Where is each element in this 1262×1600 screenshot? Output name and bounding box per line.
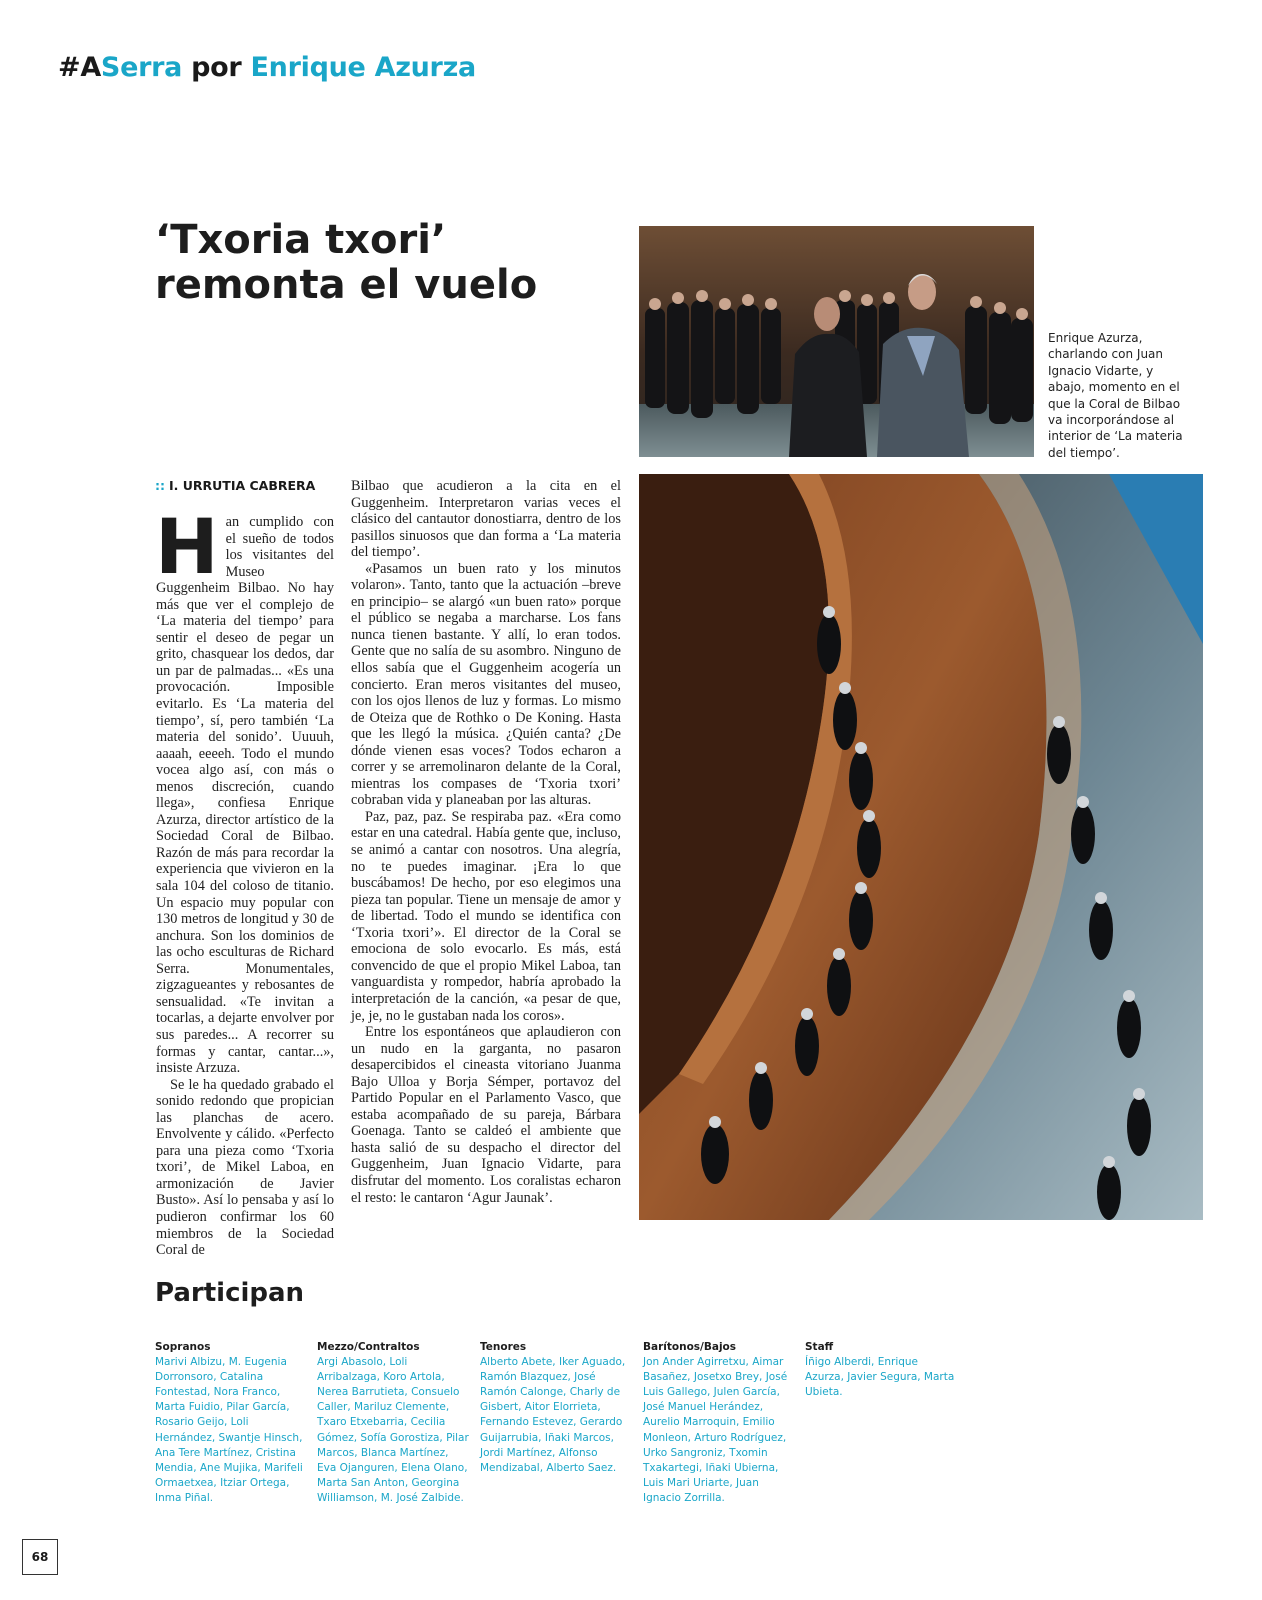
roster-heading: Staff (805, 1341, 834, 1353)
roster-heading: Tenores (480, 1341, 527, 1353)
roster-names: Jon Ander Agirretxu, Aimar Basañez, Josetxo Brey, José Luis Gallego, Julen García, José Manuel Herández, Aurelio Marroquin, Emilio Monleon, Arturo Rodríguez, Urko Sangroniz, Txomin Txakartegi, Iñaki Ubierna, Luis Mari Uriarte, Juan Ignacio Zorrilla. (643, 1356, 788, 1504)
article-paragraph: Paz, paz, paz. Se respiraba paz. «Era como estar en una catedral. Había gente que, incluso, se animó a cantar con nosotros. Una alegría, no te puedes imaginar. ¡Era lo que buscábamos! De hecho, por eso elegimos una pieza tan popular. Tiene un mensaje de amor y de libertad. Todo el mundo se identifica con ‘Txoria txori’». El director de la Coral se emociona de solo evocarlo. Es más, está convencido de que el propio Mikel Laboa, tan vanguardista y rompedor, habría aprobado la interpretación de la canción, «a pesar de que, je, je, no le gustaban nada los coros». (351, 808, 621, 1024)
roster-names: Alberto Abete, Iker Aguado, Ramón Blazquez, José Ramón Calonge, Charly de Gisbert, Aitor Elorrieta, Fernando Estevez, Gerardo Guijarrubia, Iñaki Marcos, Jordi Martínez, Alfonso Mendizabal, Alberto Saez. (480, 1356, 626, 1474)
photo-director-and-vidarte (639, 226, 1034, 457)
roster-heading: Barítonos/Bajos (643, 1341, 737, 1353)
section-tag-author: Enrique Azurza (250, 52, 476, 83)
roster-sopranos (155, 1340, 307, 1506)
roster-baritonos-bajos (643, 1340, 795, 1506)
section-tag-hash: #A (58, 52, 101, 83)
roster-names: Marivi Albizu, M. Eugenia Dorronsoro, Catalina Fontestad, Nora Franco, Marta Fuidio, Pilar García, Rosario Geijo, Loli Hernández, Swantje Hinsch, Ana Tere Martínez, Cristina Mendia, Ane Mujika, Marifeli Ormaetxea, Itziar Ortega, Inma Piñal. (155, 1356, 303, 1504)
article-paragraph: Entre los espontáneos que aplaudieron con un nudo en la garganta, no pasaron desapercibidos el cineasta vitoriano Juanma Bajo Ulloa y Borja Sémper, portavoz del Partido Popular en el Parlamento Vasco, que estaba acompañado de su pareja, Bárbara Goenaga. Tanto se caldeó el ambiente que hasta salió de su despacho el director del Guggenheim, Juan Ignacio Vidarte, para disfrutar del momento. Los coralistas echaron el resto: le cantaron ‘Agur Jaunak’. (351, 1024, 621, 1206)
article-paragraph-text: an cumplido con el sueño de todos los visitantes del Museo Guggenheim Bilbao. No hay más que ver el complejo de ‘La materia del tiempo’ para sentir el deseo de pegar un grito, chasquear los dedos, dar un par de palmadas... «Es una provocación. Imposible evitarlo. Es ‘La materia del tiempo’, sí, pero también ‘La materia del sonido’. Uuuuh, aaaah, eeeeh. Todo el mundo vocea algo así, con más o menos discreción, cuando llega», confiesa Enrique Azurza, director artístico de la Sociedad Coral de Bilbao. Razón de más para recordar la experiencia que vivieron en la sala 104 del coloso de titanio. Un espacio muy popular con 130 metros de longitud y 30 de anchura. Son los dominios de las ocho esculturas de Richard Serra. Monumentales, zigzagueantes y rebosantes de sensualidad. «Te invitan a tocarlas, a dejarte envolver por sus paredes... A recorrer su formas y cantar, cantar...», insiste Arzuza. (156, 514, 334, 1077)
roster-mezzo-contraltos (317, 1340, 469, 1506)
roster-names: Íñigo Alberdi, Enrique Azurza, Javier Segura, Marta Ubieta. (805, 1356, 955, 1399)
roster-tenores (480, 1340, 632, 1476)
drop-cap: H (155, 502, 219, 591)
page-number: 68 (22, 1539, 58, 1575)
article-paragraph (155, 502, 334, 1077)
roster-names: Argi Abasolo, Loli Arribalzaga, Koro Artola, Nerea Barrutieta, Consuelo Caller, Mariluz Clemente, Txaro Etxebarria, Cecilia Gómez, Sofía Gorostiza, Pilar Marcos, Blanca Martínez, Eva Ojanguren, Elena Olano, Marta San Anton, Georgina Williamson, M. José Zalbide. (317, 1356, 469, 1504)
roster-staff (805, 1340, 957, 1400)
byline-author: I. URRUTIA CABRERA (169, 478, 316, 493)
photo-caption: Enrique Azurza, charlando con Juan Ignacio Vidarte, y abajo, momento en el que la Coral de Bilbao va incorporándose al interior de ‘La materia del tiempo’. (1048, 331, 1183, 460)
article-column-2 (351, 478, 621, 1206)
article-column-1 (155, 502, 334, 1259)
section-tag-serra: Serra (100, 52, 183, 83)
roster-heading: Sopranos (155, 1341, 211, 1353)
byline-dots: :: (155, 478, 165, 493)
byline (155, 478, 315, 493)
article-paragraph: Bilbao que acudieron a la cita en el Guggenheim. Interpretaron varias veces el clásico del cantautor donostiarra, dentro de los pasillos sinuosos que dan forma a ‘La materia del tiempo’. (351, 478, 621, 561)
section-tag (58, 52, 476, 83)
article-paragraph: «Pasamos un buen rato y los minutos volaron». Tanto, tanto que la actuación –breve en principio– se alargó «un buen rato» porque el público se negaba a marcharse. Los fans nunca tienen bastante. Y allí, lo eran todos. Gente que no salía de su asombro. Ninguno de ellos sabía que el Guggenheim acogería un concierto. Eran meros visitantes del museo, con los ojos llenos de luz y formas. Lo mismo de Oteiza que de Rothko o De Koning. Hasta que les llegó la música. ¿Quién canta? ¿De dónde vienen esas voces? Todos echaron a correr y se arremolinaron delante de la Coral, mientras los compases de ‘Txoria txori’ cobraban vida y planeaban por las alturas. (351, 560, 621, 809)
article-paragraph: Se le ha quedado grabado el sonido redondo que propician las planchas de acero. Envolvente y cálido. «Perfecto para una pieza como ‘Txoria txori’, de Mikel Laboa, en armonización de Javier Busto». Así lo pensaba y así lo pudieron confirmar los 60 miembros de la Sociedad Coral de (156, 1076, 334, 1259)
headline: ‘Txoria txori’ remonta el vuelo (155, 217, 538, 308)
roster-heading: Mezzo/Contraltos (317, 1341, 420, 1353)
participan-title: Participan (155, 1278, 305, 1308)
section-tag-por: por (182, 52, 251, 83)
photo-choir-in-sculpture (639, 474, 1203, 1220)
